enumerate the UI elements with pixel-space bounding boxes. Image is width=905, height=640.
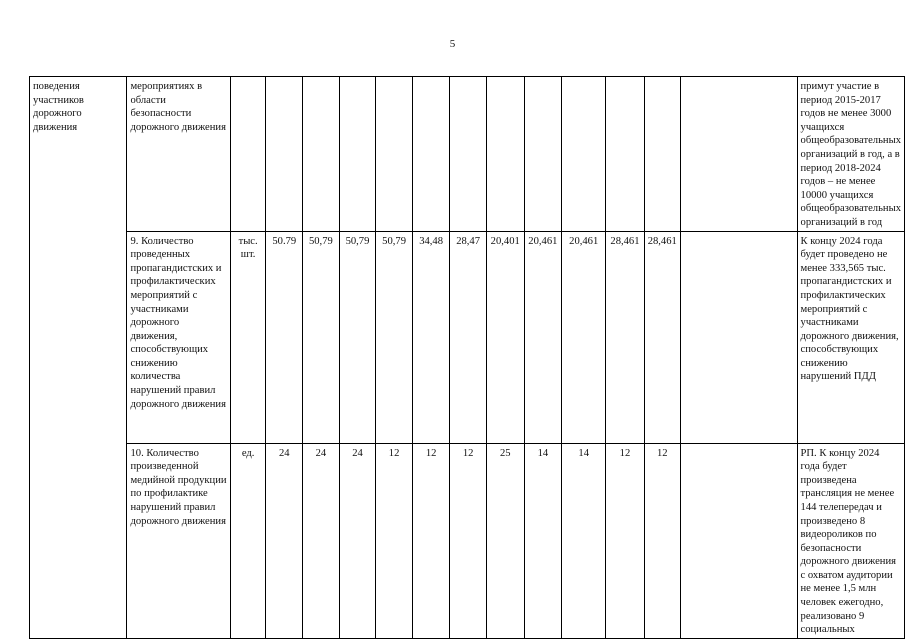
value-cell bbox=[303, 77, 340, 232]
table-row bbox=[30, 77, 905, 232]
page-number: 5 bbox=[449, 38, 456, 50]
value-cell: 24 bbox=[339, 443, 376, 638]
value-cell: 12 bbox=[644, 443, 680, 638]
unit-cell bbox=[230, 77, 266, 232]
value-cell bbox=[680, 443, 797, 638]
value-cell: 50.79 bbox=[266, 231, 303, 443]
value-cell bbox=[524, 77, 562, 232]
indicator-cell: 10. Количество произведенной медийной продукции по профилактике нарушений правил дорожного движения bbox=[127, 443, 230, 638]
value-cell: 25 bbox=[486, 443, 524, 638]
result-cell: К концу 2024 года будет проведено не менее 333,565 тыс. пропагандистских и профилактических мероприятий с участниками дорожного движения, способствующих снижению нарушений ПДД bbox=[797, 231, 904, 443]
result-cell: РП. К концу 2024 года будет произведена трансляция не менее 144 телепередач и произведено 8 видеороликов по безопасности дорожного движения с охватом аудитории не менее 1,5 млн человек ежегодно, реализовано 9 социальных bbox=[797, 443, 904, 638]
value-cell: 20,461 bbox=[562, 231, 606, 443]
value-cell: 24 bbox=[266, 443, 303, 638]
value-cell: 20,401 bbox=[486, 231, 524, 443]
value-cell: 12 bbox=[376, 443, 413, 638]
result-cell: примут участие в период 2015-2017 годов не менее 3000 учащихся общеобразовательных организаций в год, а в период 2018-2024 годов – не менее 10000 учащихся общеобразовательных организаций в год bbox=[797, 77, 904, 232]
value-cell bbox=[606, 77, 644, 232]
table-row bbox=[30, 443, 905, 638]
value-cell: 14 bbox=[524, 443, 562, 638]
value-cell: 12 bbox=[450, 443, 487, 638]
value-cell: 28,461 bbox=[644, 231, 680, 443]
value-cell: 24 bbox=[303, 443, 340, 638]
value-cell: 12 bbox=[412, 443, 449, 638]
value-cell: 12 bbox=[606, 443, 644, 638]
unit-cell: ед. bbox=[230, 443, 266, 638]
value-cell: 28,461 bbox=[606, 231, 644, 443]
value-cell bbox=[266, 77, 303, 232]
value-cell: 14 bbox=[562, 443, 606, 638]
value-cell: 34,48 bbox=[412, 231, 449, 443]
value-cell: 50,79 bbox=[303, 231, 340, 443]
value-cell: 28,47 bbox=[450, 231, 487, 443]
value-cell bbox=[376, 77, 413, 232]
value-cell bbox=[412, 77, 449, 232]
value-cell bbox=[450, 77, 487, 232]
indicator-cell: 9. Количество проведенных пропагандистских и профилактических мероприятий с участниками дорожного движения, способствующих снижению количества нарушений правил дорожного движения bbox=[127, 231, 230, 443]
value-cell: 50,79 bbox=[376, 231, 413, 443]
table-row bbox=[30, 231, 905, 443]
indicator-cell: мероприятиях в области безопасности дорожного движения bbox=[127, 77, 230, 232]
value-cell bbox=[680, 231, 797, 443]
value-cell: 20,461 bbox=[524, 231, 562, 443]
value-cell bbox=[562, 77, 606, 232]
value-cell bbox=[680, 77, 797, 232]
section-label-cell: поведения участников дорожного движения bbox=[30, 77, 127, 639]
value-cell bbox=[339, 77, 376, 232]
unit-cell: тыс. шт. bbox=[230, 231, 266, 443]
value-cell bbox=[486, 77, 524, 232]
indicators-table bbox=[29, 76, 905, 639]
value-cell bbox=[644, 77, 680, 232]
value-cell: 50,79 bbox=[339, 231, 376, 443]
